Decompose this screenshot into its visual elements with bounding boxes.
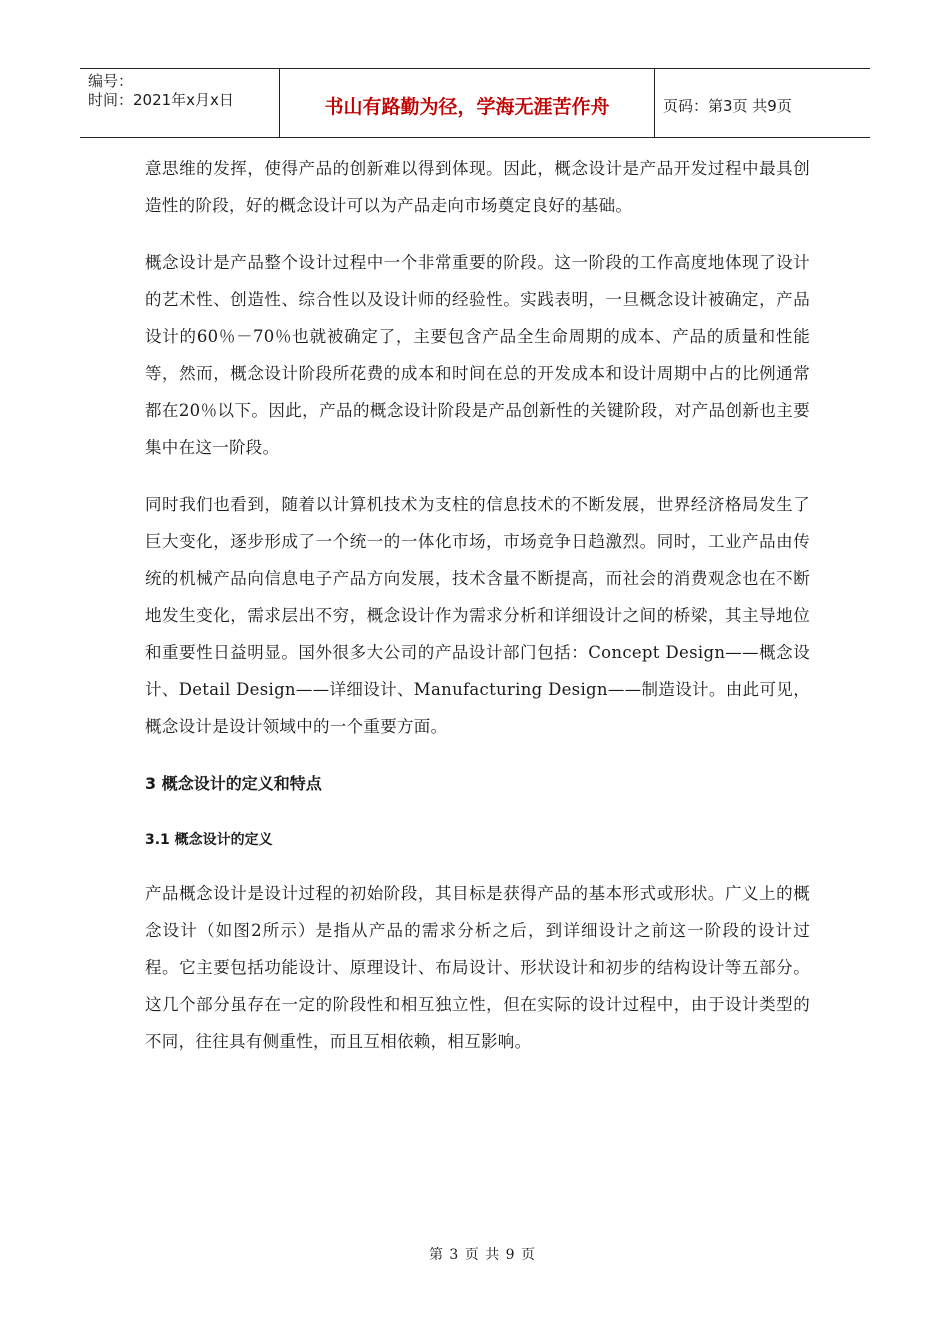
paragraph-4: 产品概念设计是设计过程的初始阶段，其目标是获得产品的基本形式或形状。广义上的概念设计（如图2所示）是指从产品的需求分析之后，到详细设计之前这一阶段的设计过程。它主要包括功能设计、原理设计、布局设计、形状设计和初步的结构设计等五部分。这几个部分虽存在一定的阶段性和相互独立性，但在实际的设计过程中，由于设计类型的不同，往往具有侧重性，而且互相依赖，相互影响。	[145, 884, 810, 1051]
document-number-label: 编号：	[88, 72, 134, 90]
page-footer: 第 3 页 共 9 页	[428, 1247, 537, 1263]
document-body	[145, 150, 810, 1080]
paragraph-3: 同时我们也看到，随着以计算机技术为支柱的信息技术的不断发展，世界经济格局发生了巨大变化，逐步形成了一个统一的一体化市场，市场竞争日趋激烈。同时，工业产品由传统的机械产品向信息电子产品方向发展，技术含量不断提高，而社会的消费观念也在不断地发生变化，需求层出不穷，概念设计作为需求分析和详细设计之间的桥梁，其主导地位和重要性日益明显。国外很多大公司的产品设计部门包括：Concept Design——概念设计、Detail Design——详细设计、Manufacturing Design——制造设计。由此可见，概念设计是设计领域中的一个重要方面。	[145, 495, 810, 736]
page-header	[80, 68, 870, 138]
section-title: 3 概念设计的定义和特点	[145, 774, 322, 793]
document-date-label: 时间：2021年x月x日	[88, 91, 234, 109]
paragraph-1: 意思维的发挥，使得产品的创新难以得到体现。因此，概念设计是产品开发过程中最具创造性的阶段，好的概念设计可以为产品走向市场奠定良好的基础。	[145, 159, 810, 215]
header-page-label: 页码：第3页 共9页	[663, 96, 792, 115]
paragraph-2: 概念设计是产品整个设计过程中一个非常重要的阶段。这一阶段的工作高度地体现了设计的艺术性、创造性、综合性以及设计师的经验性。实践表明，一旦概念设计被确定，产品设计的60％－70％也就被确定了，主要包含产品全生命周期的成本、产品的质量和性能等，然而，概念设计阶段所花费的成本和时间在总的开发成本和设计周期中占的比例通常都在20％以下。因此，产品的概念设计阶段是产品创新性的关键阶段，对产品创新也主要集中在这一阶段。	[145, 253, 810, 457]
subsection-title: 3.1 概念设计的定义	[145, 832, 273, 848]
header-meta	[80, 69, 280, 137]
header-motto: 书山有路勤为径，学海无涯苦作舟	[280, 69, 655, 137]
